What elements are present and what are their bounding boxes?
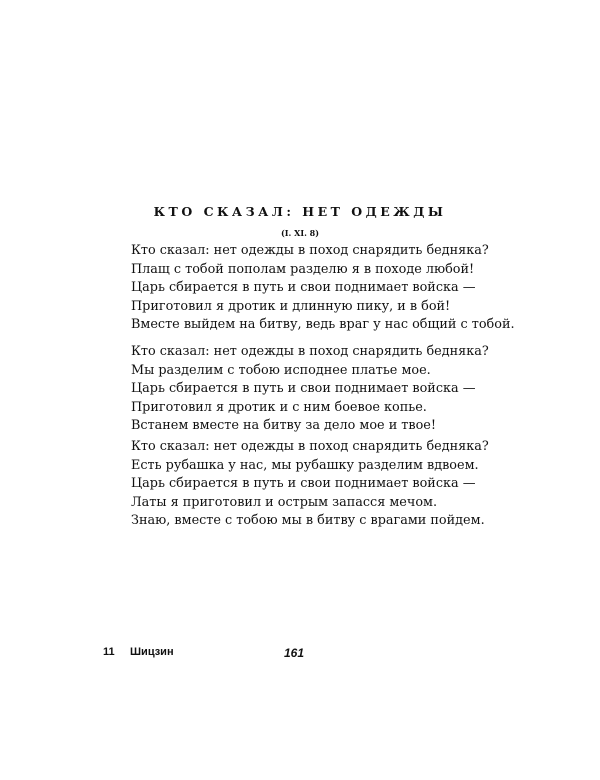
verse-line: Кто сказал: нет одежды в поход снарядить бедняка? xyxy=(131,243,489,258)
verse-line: Вместе выйдем на битву, ведь враг у нас общий с тобой. xyxy=(131,317,515,333)
page-number: 161 xyxy=(284,646,305,660)
book-title: Шицзин xyxy=(130,646,174,658)
stanza-2 xyxy=(131,343,489,436)
verse-line: Мы разделим с тобою исподнее платье мое. xyxy=(131,362,431,378)
signature-number: 11 xyxy=(103,646,115,658)
verse-line: Кто сказал: нет одежды в поход снарядить бедняка? xyxy=(131,439,489,454)
verse-line: Есть рубашка у нас, мы рубашку разделим вдвоем. xyxy=(131,457,479,473)
verse-line: Знаю, вместе с тобою мы в битву с врагами пойдем. xyxy=(131,513,485,529)
stanza-3 xyxy=(131,438,489,531)
verse-line: Кто сказал: нет одежды в поход снарядить бедняка? xyxy=(131,344,489,359)
verse-line: Приготовил я дротик и с ним боевое копье. xyxy=(131,399,427,415)
verse-line: Царь сбирается в путь и свои поднимает войска — xyxy=(131,280,476,296)
poem-date: (I. XI. 8) xyxy=(281,228,319,238)
stanza-1 xyxy=(131,242,515,335)
verse-line: Царь сбирается в путь и свои поднимает войска — xyxy=(131,476,476,492)
poem-title: КТО СКАЗАЛ: НЕТ ОДЕЖДЫ xyxy=(153,204,447,219)
verse-line: Плащ с тобой пополам разделю я в походе любой! xyxy=(131,261,475,277)
verse-line: Приготовил я дротик и длинную пику, и в бой! xyxy=(131,298,451,314)
verse-line: Царь сбирается в путь и свои поднимает войска — xyxy=(131,381,476,397)
verse-line: Встанем вместе на битву за дело мое и твое! xyxy=(131,418,436,434)
verse-line: Латы я приготовил и острым запасся мечом. xyxy=(131,494,438,510)
